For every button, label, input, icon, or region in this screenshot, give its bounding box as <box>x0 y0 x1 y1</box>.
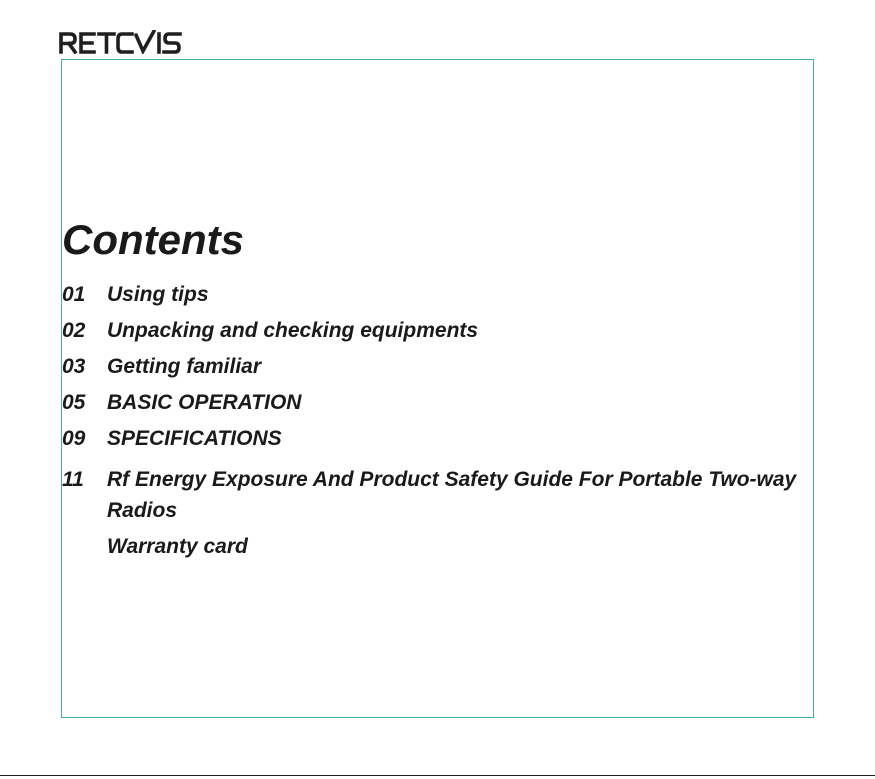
toc-entry <box>62 423 797 454</box>
toc-entry-title: SPECIFICATIONS <box>107 427 282 450</box>
toc-entry-page <box>62 531 107 562</box>
contents-heading: Contents <box>62 216 244 263</box>
toc-entry-title: Using tips <box>107 283 209 306</box>
toc-entry-title: Warranty card <box>107 535 248 558</box>
toc-entry <box>62 464 797 526</box>
toc-entry <box>62 315 797 346</box>
toc-entry-page: 11 <box>62 468 84 491</box>
toc-entry-title: Getting familiar <box>107 355 262 378</box>
toc-entry-page: 05 <box>62 391 86 414</box>
toc-entry-page: 01 <box>62 283 86 306</box>
toc-entry-title: BASIC OPERATION <box>107 391 302 414</box>
toc-entry-page: 02 <box>62 319 86 342</box>
toc-entry-page: 09 <box>62 427 86 450</box>
toc-entry <box>62 279 797 310</box>
retevis-logo <box>58 26 182 58</box>
toc-entry-page: 03 <box>62 355 86 378</box>
toc-entry <box>62 387 797 418</box>
toc-entry-title: Rf Energy Exposure And Product Safety Guide For Portable Two-way Radios <box>107 468 797 522</box>
toc-entry <box>62 531 797 562</box>
toc-entry <box>62 351 797 382</box>
retevis-logo-mark <box>58 30 182 54</box>
page-bottom-rule <box>0 775 875 776</box>
toc-entry-title: Unpacking and checking equipments <box>107 319 479 342</box>
